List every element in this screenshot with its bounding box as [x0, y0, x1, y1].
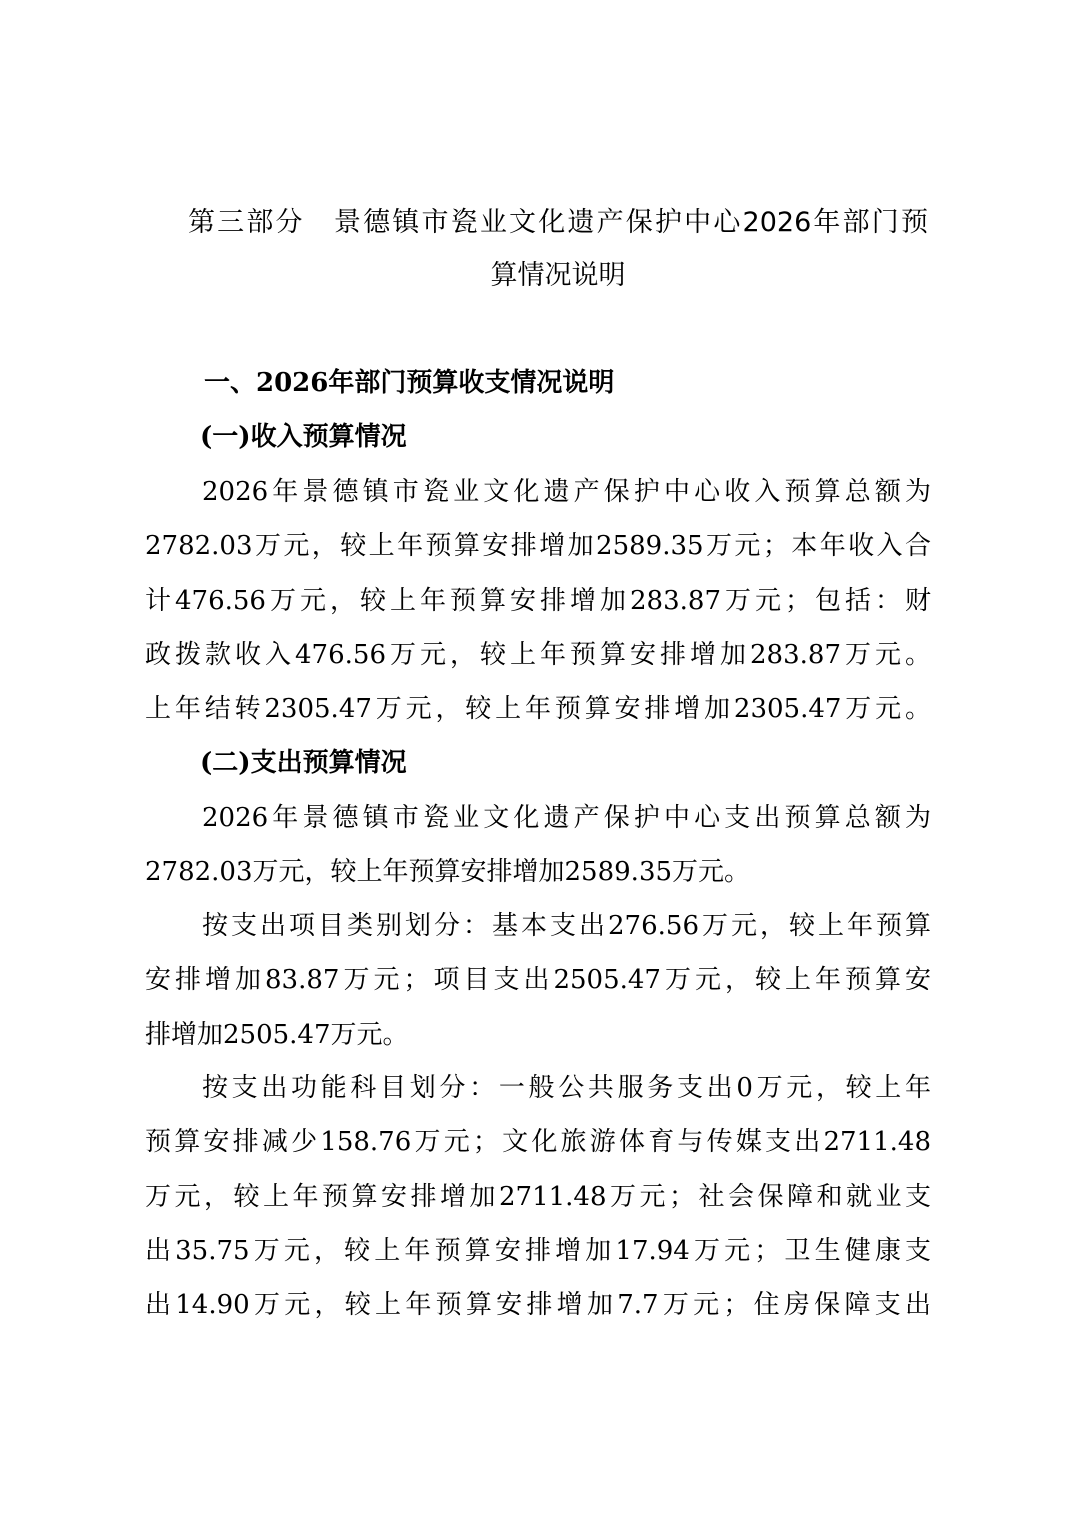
text-line: 排增加2505.47万元。 — [145, 1019, 409, 1050]
text-line: 2026年景德镇市瓷业文化遗产保护中心收入预算总额为 — [202, 477, 931, 507]
text-line: 政拨款收入476.56万元，较上年预算安排增加283.87万元。 — [145, 639, 931, 670]
title-line-2: 算情况说明 — [490, 260, 626, 291]
income-heading: (一)收入预算情况 — [200, 422, 407, 452]
expense-by-function-paragraph — [145, 1061, 931, 1332]
text-line: 2782.03万元，较上年预算安排增加2589.35万元；本年收入合 — [145, 531, 931, 562]
expense-by-type-paragraph — [145, 899, 931, 1062]
text-line: 预算安排减少158.76万元；文化旅游体育与传媒支出2711.48 — [145, 1127, 931, 1158]
text-line: 万元，较上年预算安排增加2711.48万元；社会保障和就业支 — [145, 1181, 931, 1212]
text-line: 出14.90万元，较上年预算安排增加7.7万元；住房保障支出 — [145, 1290, 931, 1321]
expense-heading: (二)支出预算情况 — [200, 748, 407, 778]
text-line: 计476.56万元，较上年预算安排增加283.87万元；包括：财 — [145, 585, 931, 616]
section-heading: 一、2026年部门预算收支情况说明 — [204, 368, 615, 398]
income-paragraph — [145, 465, 931, 736]
text-line: 上年结转2305.47万元，较上年预算安排增加2305.47万元。 — [145, 694, 931, 725]
page-title — [188, 196, 928, 302]
title-line-1: 第三部分 景德镇市瓷业文化遗产保护中心2026年部门预 — [188, 207, 928, 238]
text-line: 2782.03万元，较上年预算安排增加2589.35万元。 — [145, 857, 751, 888]
text-line: 2026年景德镇市瓷业文化遗产保护中心支出预算总额为 — [202, 803, 931, 833]
text-line: 按支出功能科目划分：一般公共服务支出0万元，较上年 — [202, 1073, 931, 1103]
expense-total-paragraph — [145, 791, 931, 900]
text-line: 安排增加83.87万元；项目支出2505.47万元，较上年预算安 — [145, 965, 931, 996]
text-line: 出35.75万元，较上年预算安排增加17.94万元；卫生健康支 — [145, 1235, 931, 1266]
text-line: 按支出项目类别划分：基本支出276.56万元，较上年预算 — [202, 911, 931, 941]
